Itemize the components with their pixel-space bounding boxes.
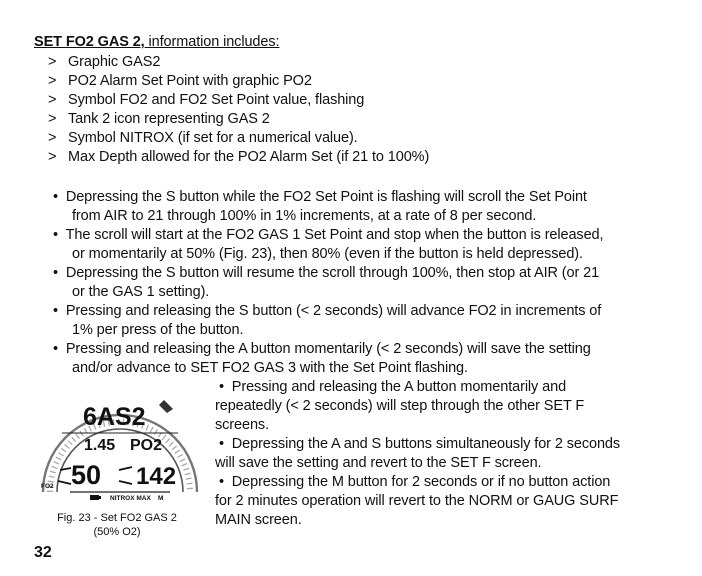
lcd-nitrox-label: NITROX MAX — [110, 495, 151, 502]
lcd-max-unit: M — [158, 495, 164, 502]
bullet-marker: • — [218, 436, 224, 452]
bullet-continuation: or the GAS 1 setting). — [72, 284, 210, 300]
info-item — [48, 72, 312, 91]
bezel-marker — [159, 400, 173, 413]
info-item — [48, 129, 358, 148]
right-bullet-item — [215, 473, 610, 492]
bullet-item — [53, 188, 587, 207]
dive-computer-figure — [34, 380, 206, 514]
right-bullet-continuation: screens. — [215, 417, 269, 433]
bullet-continuation: from AIR to 21 through 100% in 1% increments, at a rate of 8 per second. — [72, 208, 537, 224]
right-bullet-continuation: will save the setting and revert to the SET F screen. — [215, 455, 542, 471]
bullet-marker: • — [53, 189, 58, 205]
tank-body — [90, 495, 99, 500]
heading-rest: information includes: — [144, 34, 280, 50]
bullet-text: Depressing the S button will resume the scroll through 100%, then stop at AIR (or 21 — [65, 265, 600, 281]
lcd-fo2-value: 50 — [71, 460, 102, 490]
info-item — [48, 91, 364, 110]
bullet-item — [53, 302, 601, 321]
info-marker: > — [48, 54, 57, 70]
right-bullet-item — [215, 378, 566, 397]
bullet-item — [53, 226, 603, 245]
info-text: Max Depth allowed for the PO2 Alarm Set (if 21 to 100%) — [68, 149, 430, 165]
right-bullet-continuation: for 2 minutes operation will revert to the NORM or GAUG SURF — [215, 493, 619, 509]
info-marker: > — [48, 130, 57, 146]
page-number: 32 — [34, 544, 52, 561]
bullet-text: Pressing and releasing the A button momentarily (< 2 seconds) will save the setting — [65, 341, 591, 357]
bullet-continuation: 1% per press of the button. — [72, 322, 244, 338]
bullet-text: Pressing and releasing the A button momentarily and — [231, 379, 567, 395]
caption-line2: (50% O2) — [93, 526, 141, 538]
info-text: Tank 2 icon representing GAS 2 — [68, 111, 270, 127]
bullet-text: Pressing and releasing the S button (< 2 seconds) will advance FO2 in increments of — [65, 303, 602, 319]
bullet-continuation: or momentarily at 50% (Fig. 23), then 80% (even if the button is held depressed). — [72, 246, 583, 262]
info-marker: > — [48, 111, 57, 127]
lcd-po2-value: 1.45 — [84, 437, 116, 454]
right-bullet-item — [215, 435, 620, 454]
right-bullet-continuation: MAIN screen. — [215, 512, 302, 528]
tank-valve — [99, 496, 101, 499]
lcd-fo2-label: FO2 — [41, 483, 54, 490]
bullet-marker: • — [53, 303, 58, 319]
info-item — [48, 148, 429, 167]
info-marker: > — [48, 92, 57, 108]
heading-bold: SET FO2 GAS 2, — [34, 34, 145, 50]
info-text: Symbol NITROX (if set for a numerical value). — [68, 130, 358, 146]
info-item — [48, 53, 160, 72]
right-bullet-continuation: repeatedly (< 2 seconds) will step through the other SET F — [215, 398, 585, 414]
lcd-po2-label: PO2 — [130, 437, 163, 454]
bullet-item — [53, 340, 591, 359]
bullet-marker: • — [53, 227, 58, 243]
lcd-gas-text: 6AS2 — [83, 403, 146, 431]
caption-line1: Fig. 23 - Set FO2 GAS 2 — [57, 512, 177, 524]
bullet-item — [53, 264, 599, 283]
bullet-text: Depressing the S button while the FO2 Set Point is flashing will scroll the Set Point — [65, 189, 587, 205]
info-text: Graphic GAS2 — [68, 54, 161, 70]
bullet-marker: • — [218, 474, 224, 490]
bullet-continuation: and/or advance to SET FO2 GAS 3 with the Set Point flashing. — [72, 360, 468, 376]
lcd-depth-value: 142 — [136, 463, 177, 490]
info-marker: > — [48, 149, 57, 165]
info-text: PO2 Alarm Set Point with graphic PO2 — [68, 73, 312, 89]
info-item — [48, 110, 270, 129]
bullet-marker: • — [53, 341, 58, 357]
tank-icon — [90, 495, 101, 500]
section-heading — [34, 33, 279, 52]
bullet-marker: • — [218, 379, 224, 395]
lcd-arrow-right — [119, 467, 132, 484]
bullet-text: Depressing the A and S buttons simultaneously for 2 seconds — [231, 436, 621, 452]
info-marker: > — [48, 73, 57, 89]
bullet-text: Depressing the M button for 2 seconds or if no button action — [231, 474, 611, 490]
bullet-marker: • — [53, 265, 58, 281]
info-text: Symbol FO2 and FO2 Set Point value, flashing — [68, 92, 365, 108]
figure-caption — [47, 511, 187, 539]
bullet-text: The scroll will start at the FO2 GAS 1 Set Point and stop when the button is released, — [65, 227, 604, 243]
